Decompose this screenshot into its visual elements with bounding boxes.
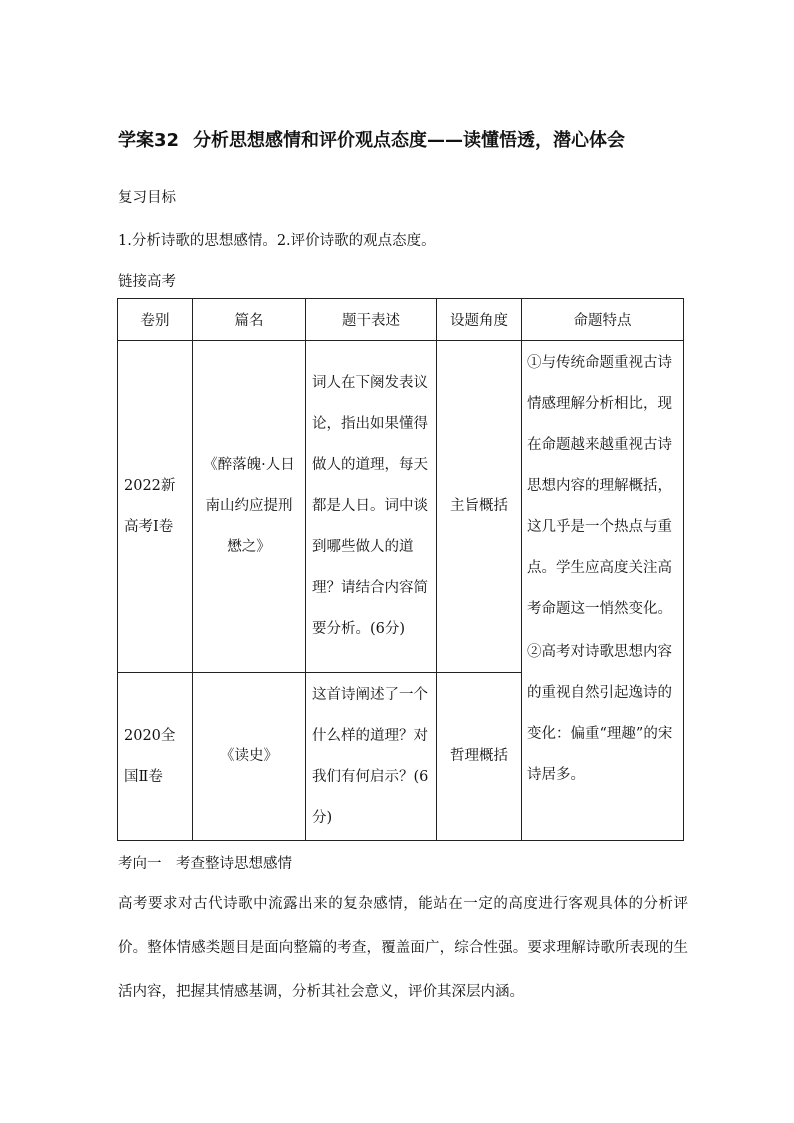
link-heading: 链接高考 [118,274,176,290]
goals-heading: 复习目标 [118,190,176,206]
header-angle: 设题角度 [437,299,522,341]
section1-heading: 考向一 考查整诗思想感情 [118,856,292,872]
page-title [118,126,718,152]
exam-table [117,298,684,841]
feature-2: ②高考对诗歌思想内容的重视自然引起逸诗的变化：偏重“理趣”的宋诗居多。 [527,644,673,783]
header-exam: 卷别 [118,299,193,341]
row2-angle: 哲理概括 [450,748,508,764]
header-feature: 命题特点 [522,299,684,341]
row1-angle: 主旨概括 [450,498,508,514]
feature-1: ①与传统命题重视古诗情感理解分析相比，现在命题越来越重视古诗思想内容的理解概括，这几乎是一个热点与重点。学生应高度关注高考命题这一悄然变化。 [527,355,672,617]
row1-poem: 《醉落魄·人日南山约应提刑懋之》 [203,457,295,555]
header-question: 题干表述 [306,299,437,341]
row2-exam: 2020全国Ⅱ卷 [124,727,176,785]
title-text: 分析思想感情和评价观点态度——读懂悟透，潜心体会 [193,130,626,151]
table-row [118,341,684,673]
table-header-row [118,299,684,341]
row2-poem: 《读史》 [220,748,278,764]
section1-paragraph: 高考要求对古代诗歌中流露出来的复杂感情，能站在一定的高度进行客观具体的分析评价。整体情感类题目是面向整篇的考查，覆盖面广，综合性强。要求理解诗歌所表现的生活内容，把握其情感基调，分析其社会意义，评价其深层内涵。 [118,896,688,1000]
goals-text: 1.分析诗歌的思想感情。2.评价诗歌的观点态度。 [118,233,436,249]
header-poem: 篇名 [193,299,306,341]
title-number: 学案32 [118,130,180,151]
row1-question: 词人在下阕发表议论，指出如果懂得做人的道理，每天都是人日。词中谈到哪些做人的道理？请结合内容简要分析。(6分) [312,375,428,637]
row1-exam: 2022新高考Ⅰ卷 [124,477,176,535]
row2-question: 这首诗阐述了一个什么样的道理？对我们有何启示？(6分) [312,686,429,826]
